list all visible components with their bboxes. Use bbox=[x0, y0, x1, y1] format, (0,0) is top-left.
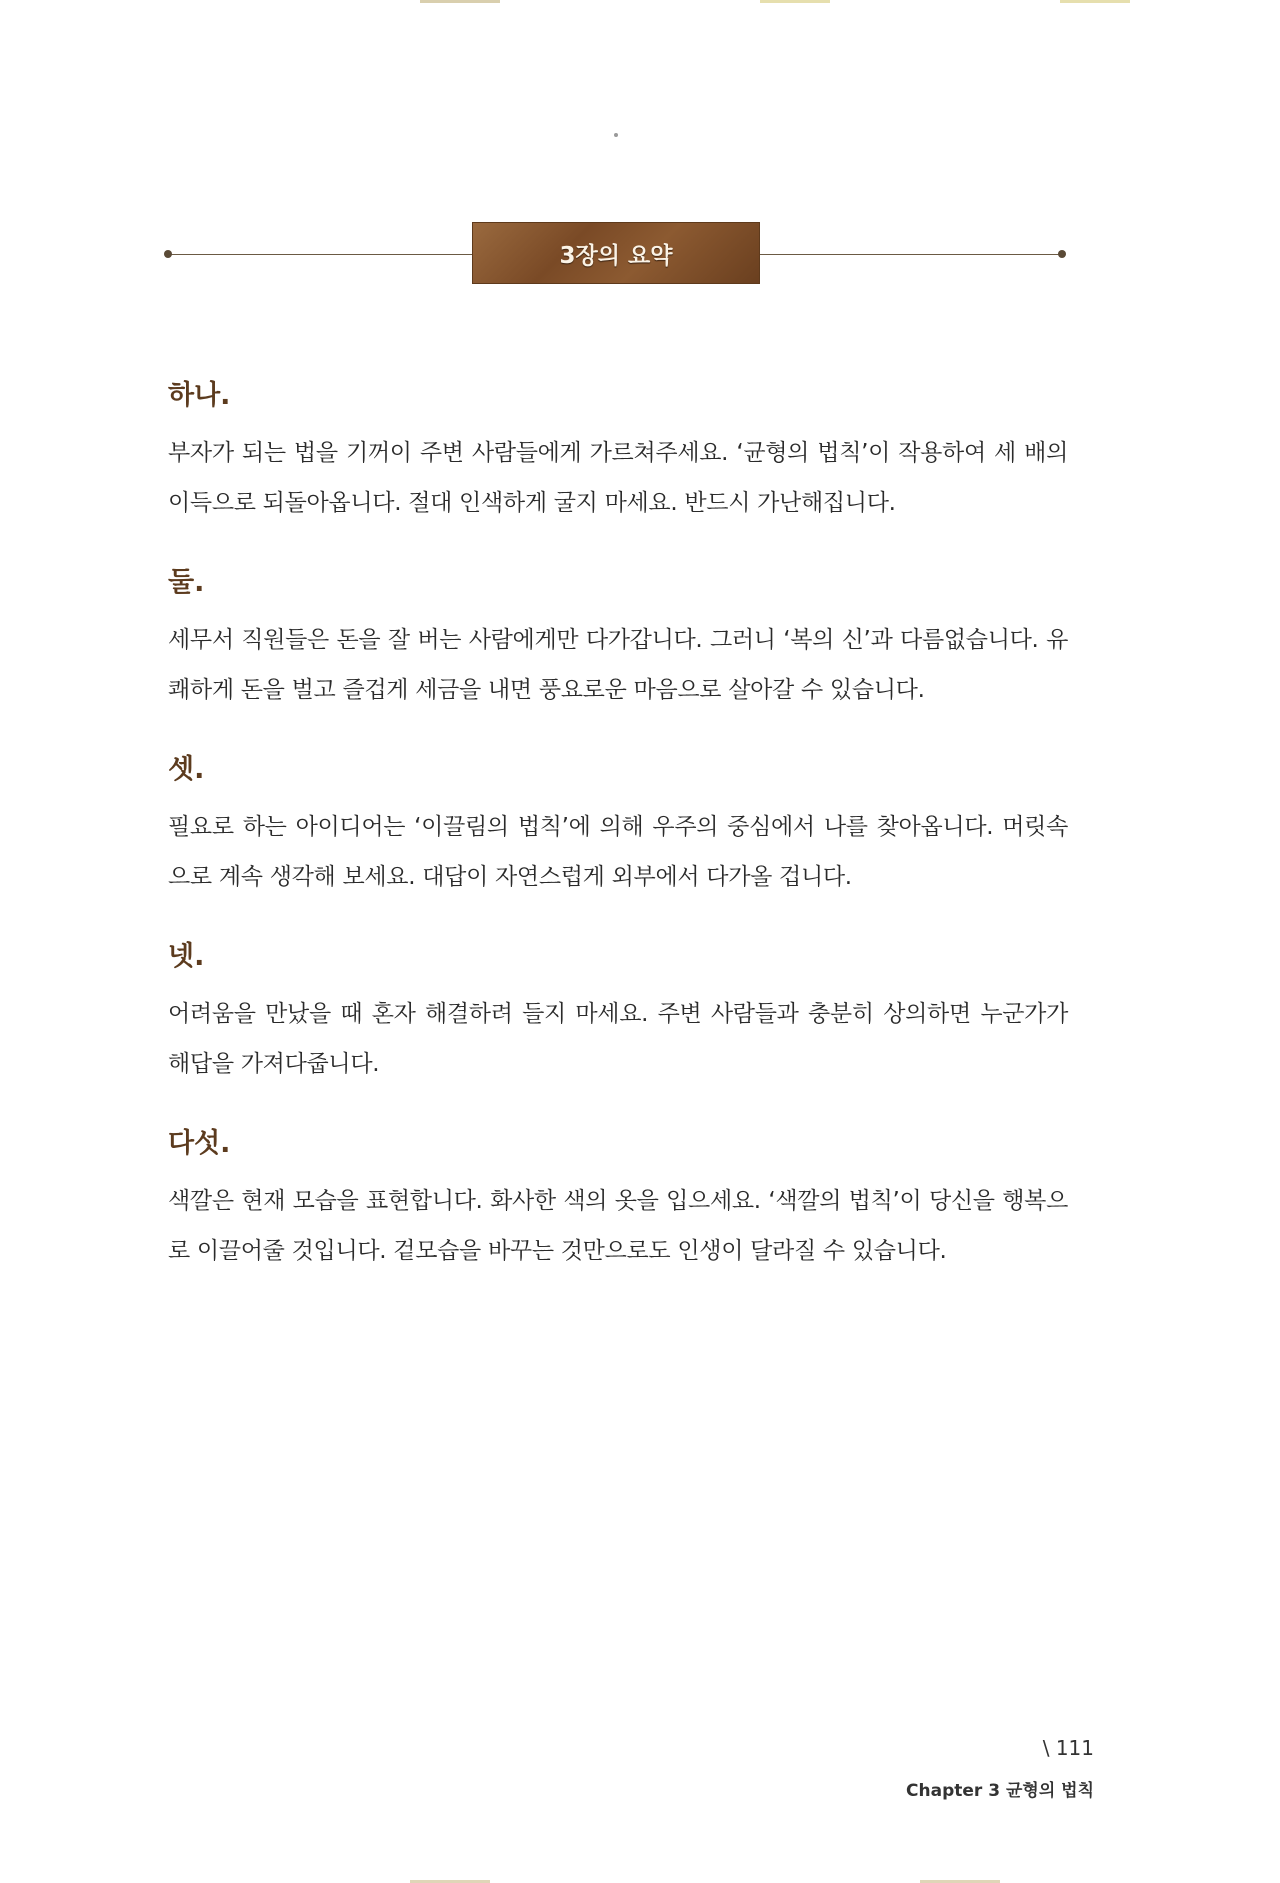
summary-section bbox=[168, 1126, 1068, 1276]
top-edge-mark bbox=[760, 0, 830, 3]
summary-section bbox=[168, 378, 1068, 528]
top-edge-mark bbox=[420, 0, 500, 3]
section-body: 필요로 하는 아이디어는 ‘이끌림의 법칙’에 의해 우주의 중심에서 나를 찾아옵니다. 머릿속으로 계속 생각해 보세요. 대답이 자연스럽게 외부에서 다가올 겁니다. bbox=[168, 814, 1068, 890]
section-body: 세무서 직원들은 돈을 잘 버는 사람에게만 다가갑니다. 그러니 ‘복의 신’과 다름없습니다. 유쾌하게 돈을 벌고 즐겁게 세금을 내면 풍요로운 마음으로 살아갈 수 있습니다. bbox=[168, 627, 1068, 703]
section-body: 색깔은 현재 모습을 표현합니다. 화사한 색의 옷을 입으세요. ‘색깔의 법칙’이 당신을 행복으로 이끌어줄 것입니다. 겉모습을 바꾸는 것만으로도 인생이 달라질 수 있습니다. bbox=[168, 1188, 1068, 1264]
summary-content bbox=[168, 378, 1068, 1313]
header-rule-left bbox=[168, 254, 473, 255]
section-heading: 셋. bbox=[168, 754, 205, 785]
section-heading: 둘. bbox=[168, 567, 205, 598]
section-heading: 하나. bbox=[168, 380, 231, 411]
header-rule-dot-right bbox=[1058, 250, 1066, 258]
section-heading: 넷. bbox=[168, 941, 205, 972]
chapter-label: Chapter 3 균형의 법칙 bbox=[906, 1781, 1094, 1801]
section-body: 어려움을 만났을 때 혼자 해결하려 들지 마세요. 주변 사람들과 충분히 상의하면 누군가가 해답을 가져다줍니다. bbox=[168, 1001, 1068, 1077]
section-body: 부자가 되는 법을 기꺼이 주변 사람들에게 가르쳐주세요. ‘균형의 법칙’이 작용하여 세 배의 이득으로 되돌아옵니다. 절대 인색하게 굴지 마세요. 반드시 가난해집니다. bbox=[168, 440, 1068, 516]
print-speck bbox=[614, 133, 618, 137]
summary-section bbox=[168, 939, 1068, 1089]
banner-title: 3장의 요약 bbox=[559, 242, 673, 269]
header-rule-right bbox=[760, 254, 1062, 255]
chapter-summary-banner bbox=[472, 222, 760, 284]
section-heading: 다섯. bbox=[168, 1128, 231, 1159]
summary-section bbox=[168, 752, 1068, 902]
header-rule-dot-left bbox=[164, 250, 172, 258]
top-edge-mark bbox=[1060, 0, 1130, 3]
page-number: \ 111 bbox=[1042, 1736, 1094, 1760]
summary-section bbox=[168, 565, 1068, 715]
